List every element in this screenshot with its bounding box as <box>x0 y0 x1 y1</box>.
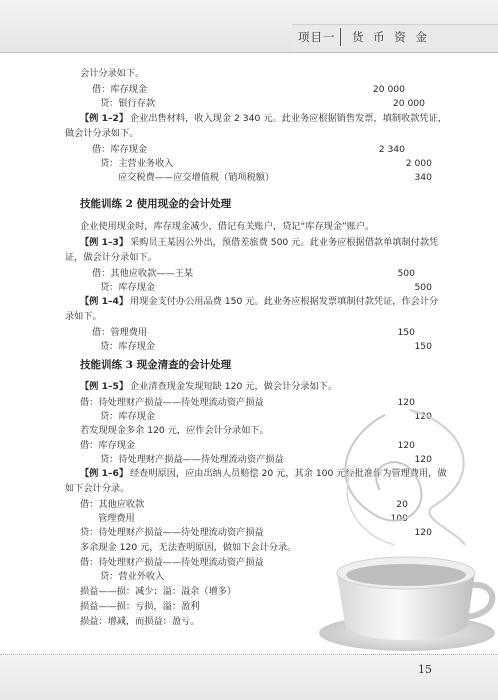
amount-a6: 500 <box>397 268 415 279</box>
text-line-l24b: 经查明原因，应由出纳人员赔偿 20 元，其余 100 元经批准作为管理费用，做 <box>130 468 447 479</box>
text-line-l20: 贷：库存现金 <box>100 411 156 422</box>
amount-a8: 150 <box>397 327 415 338</box>
text-line-l22: 借：库存现金 <box>80 440 136 451</box>
page-number: 15 <box>418 663 432 676</box>
text-line-l21: 若发现现金多余 120 元，应作会计分录如下。 <box>80 425 269 436</box>
section-heading-s2: 技能训练 2 使用现金的会计处理 <box>80 198 232 210</box>
header-divider <box>340 28 341 46</box>
text-line-l5: 做会计分录如下。 <box>65 128 139 139</box>
amount-a14: 20 <box>396 499 408 510</box>
text-line-l28: 贷：待处理财产损益——待处理流动资产损益 <box>80 527 264 538</box>
text-line-l18b: 企业清查现金发现短缺 120 元，做会计分录如下。 <box>130 381 338 392</box>
text-line-l26: 借：其他应收款 <box>80 499 145 510</box>
text-line-l32: 损益——损：减少；溢：溢余（增多） <box>80 586 237 597</box>
header-rule <box>0 52 498 53</box>
text-line-l8: 应交税费——应交增值税（销项税额） <box>118 172 275 183</box>
text-line-l23: 贷：待处理财产损益——待处理流动资产损益 <box>100 454 284 465</box>
text-line-l1: 会计分录如下。 <box>80 68 145 79</box>
text-line-l19: 借：待处理财产损益——待处理流动资产损益 <box>80 397 264 408</box>
text-line-l27: 管理费用 <box>98 513 135 524</box>
text-line-l9: 企业使用现金时，库存现金减少，借记有关账户，贷记“库存现金”账户。 <box>80 221 375 232</box>
text-line-l4b: 企业出售材料，收入现金 2 340 元。此业务应根据销售发票，填制收款凭证， <box>130 113 447 124</box>
section-heading-s3: 技能训练 3 现金清查的会计处理 <box>80 359 232 371</box>
amount-a11: 120 <box>414 411 432 422</box>
amount-a16: 120 <box>414 527 432 538</box>
text-line-l2: 借：库存现金 <box>92 84 148 95</box>
text-line-l6: 借：库存现金 <box>92 144 148 155</box>
chapter-label: 项目一 <box>298 30 336 44</box>
text-line-l29: 多余现金 120 元，无法查明原因，做如下会计分录。 <box>80 542 297 553</box>
text-line-l14b: 用现金支付办公用品费 150 元。此业务应根据发票填制付款凭证，作会计分 <box>130 296 439 307</box>
footer-band <box>0 654 498 700</box>
amount-a3: 2 340 <box>378 144 405 155</box>
text-line-l25: 如下会计分录。 <box>65 483 130 494</box>
footer-rule <box>0 654 498 656</box>
text-line-l17: 贷：库存现金 <box>100 341 156 352</box>
text-line-l30: 借：待处理财产损益——待处理流动资产损益 <box>80 557 264 568</box>
text-line-l7: 贷：主营业务收入 <box>100 158 174 169</box>
text-line-l34: 损益：增减，而损益：盈亏。 <box>80 616 200 627</box>
amount-a2: 20 000 <box>392 98 425 109</box>
amount-a13: 120 <box>414 454 432 465</box>
text-line-l10b: 采购员王某因公外出，预借差旅费 500 元。此业务应根据借款单填制付款凭 <box>130 237 439 248</box>
text-line-l18a: 【例 1–5】 <box>80 381 129 392</box>
text-line-l16: 借：管理费用 <box>92 327 148 338</box>
amount-a12: 120 <box>397 440 415 451</box>
text-line-l11: 证，做会计分录如下。 <box>65 252 157 263</box>
amount-a10: 120 <box>397 397 415 408</box>
text-line-l3: 贷：银行存款 <box>100 98 156 109</box>
chapter-title: 货 币 资 金 <box>352 30 430 44</box>
amount-a7: 500 <box>414 282 432 293</box>
amount-a15: 100 <box>390 513 408 524</box>
text-line-l14a: 【例 1–4】 <box>80 296 129 307</box>
text-line-l10a: 【例 1–3】 <box>80 237 129 248</box>
coffee-cup-illustration <box>315 405 498 655</box>
text-line-l13: 贷：库存现金 <box>100 282 156 293</box>
text-line-l15: 录如下。 <box>65 311 102 322</box>
text-line-l24a: 【例 1–6】 <box>80 468 129 479</box>
amount-a9: 150 <box>414 341 432 352</box>
text-line-l12: 借：其他应收款——王某 <box>92 268 194 279</box>
amount-a4: 2 000 <box>405 158 432 169</box>
amount-a5: 340 <box>414 172 432 183</box>
text-line-l31: 贷：营业外收入 <box>100 571 165 582</box>
text-line-l4a: 【例 1–2】 <box>80 113 129 124</box>
text-line-l33: 损益——损：亏损，溢：盈利 <box>80 601 200 612</box>
amount-a1: 20 000 <box>372 84 405 95</box>
